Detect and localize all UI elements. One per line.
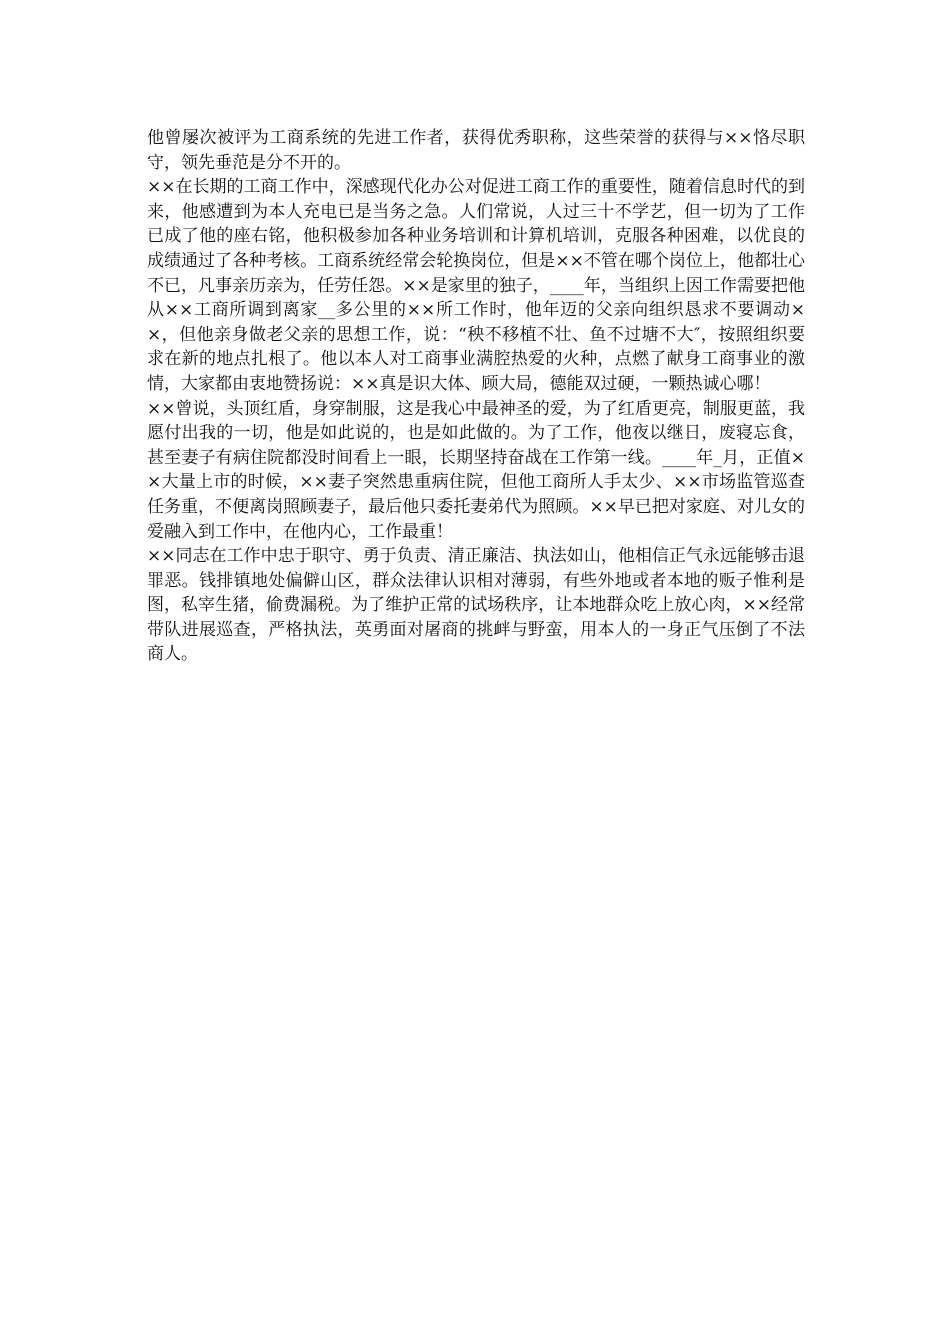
paragraph-4: ××同志在工作中忠于职守、勇于负责、清正廉洁、执法如山，他相信正气永远能够击退罪恶。钱排镇地处偏僻山区，群众法律认识相对薄弱，有些外地或者本地的贩子惟利是图，私宰生猪，偷费漏税。为了维护正常的试场秩序，让本地群众吃上放心肉，××经常带队进展巡查，严格执法，英勇面对屠商的挑衅与野蛮，用本人的一身正气压倒了不法商人。 xyxy=(147,546,805,665)
paragraph-1: 他曾屡次被评为工商系统的先进工作者，获得优秀职称，这些荣誉的获得与××恪尽职守，领先垂范是分不开的。 xyxy=(147,128,805,173)
document-body xyxy=(147,126,805,667)
paragraph-3: ××曾说，头顶红盾，身穿制服，这是我心中最神圣的爱，为了红盾更亮，制服更蓝，我愿付出我的一切，他是如此说的，也是如此做的。为了工作，他夜以继日，废寝忘食，甚至妻子有病住院都没时间看上一眼，长期坚持奋战在工作第一线。____年_月，正值××大量上市的时候，××妻子突然患重病住院，但他工商所人手太少、××市场监管巡查任务重，不便离岗照顾妻子，最后他只委托妻弟代为照顾。××早已把对家庭、对儿女的爱融入到工作中，在他内心，工作最重！ xyxy=(147,398,805,542)
paragraph-2: ××在长期的工商工作中，深感现代化办公对促进工商工作的重要性，随着信息时代的到来，他感遭到为本人充电已是当务之急。人们常说，人过三十不学艺，但一切为了工作已成了他的座右铭，他积极参加各种业务培训和计算机培训，克服各种困难，以优良的成绩通过了各种考核。工商系统经常会轮换岗位，但是××不管在哪个岗位上，他都壮心不已，凡事亲历亲为，任劳任怨。××是家里的独子，____年，当组织上因工作需要把他从××工商所调到离家__多公里的××所工作时，他年迈的父亲向组织恳求不要调动××，但他亲身做老父亲的思想工作，说：“秧不移植不壮、鱼不过塘不大″，按照组织要求在新的地点扎根了。他以本人对工商事业满腔热爱的火种，点燃了献身工商事业的激情，大家都由衷地赞扬说：××真是识大体、顾大局，德能双过硬，一颗热诚心哪！ xyxy=(147,177,805,394)
